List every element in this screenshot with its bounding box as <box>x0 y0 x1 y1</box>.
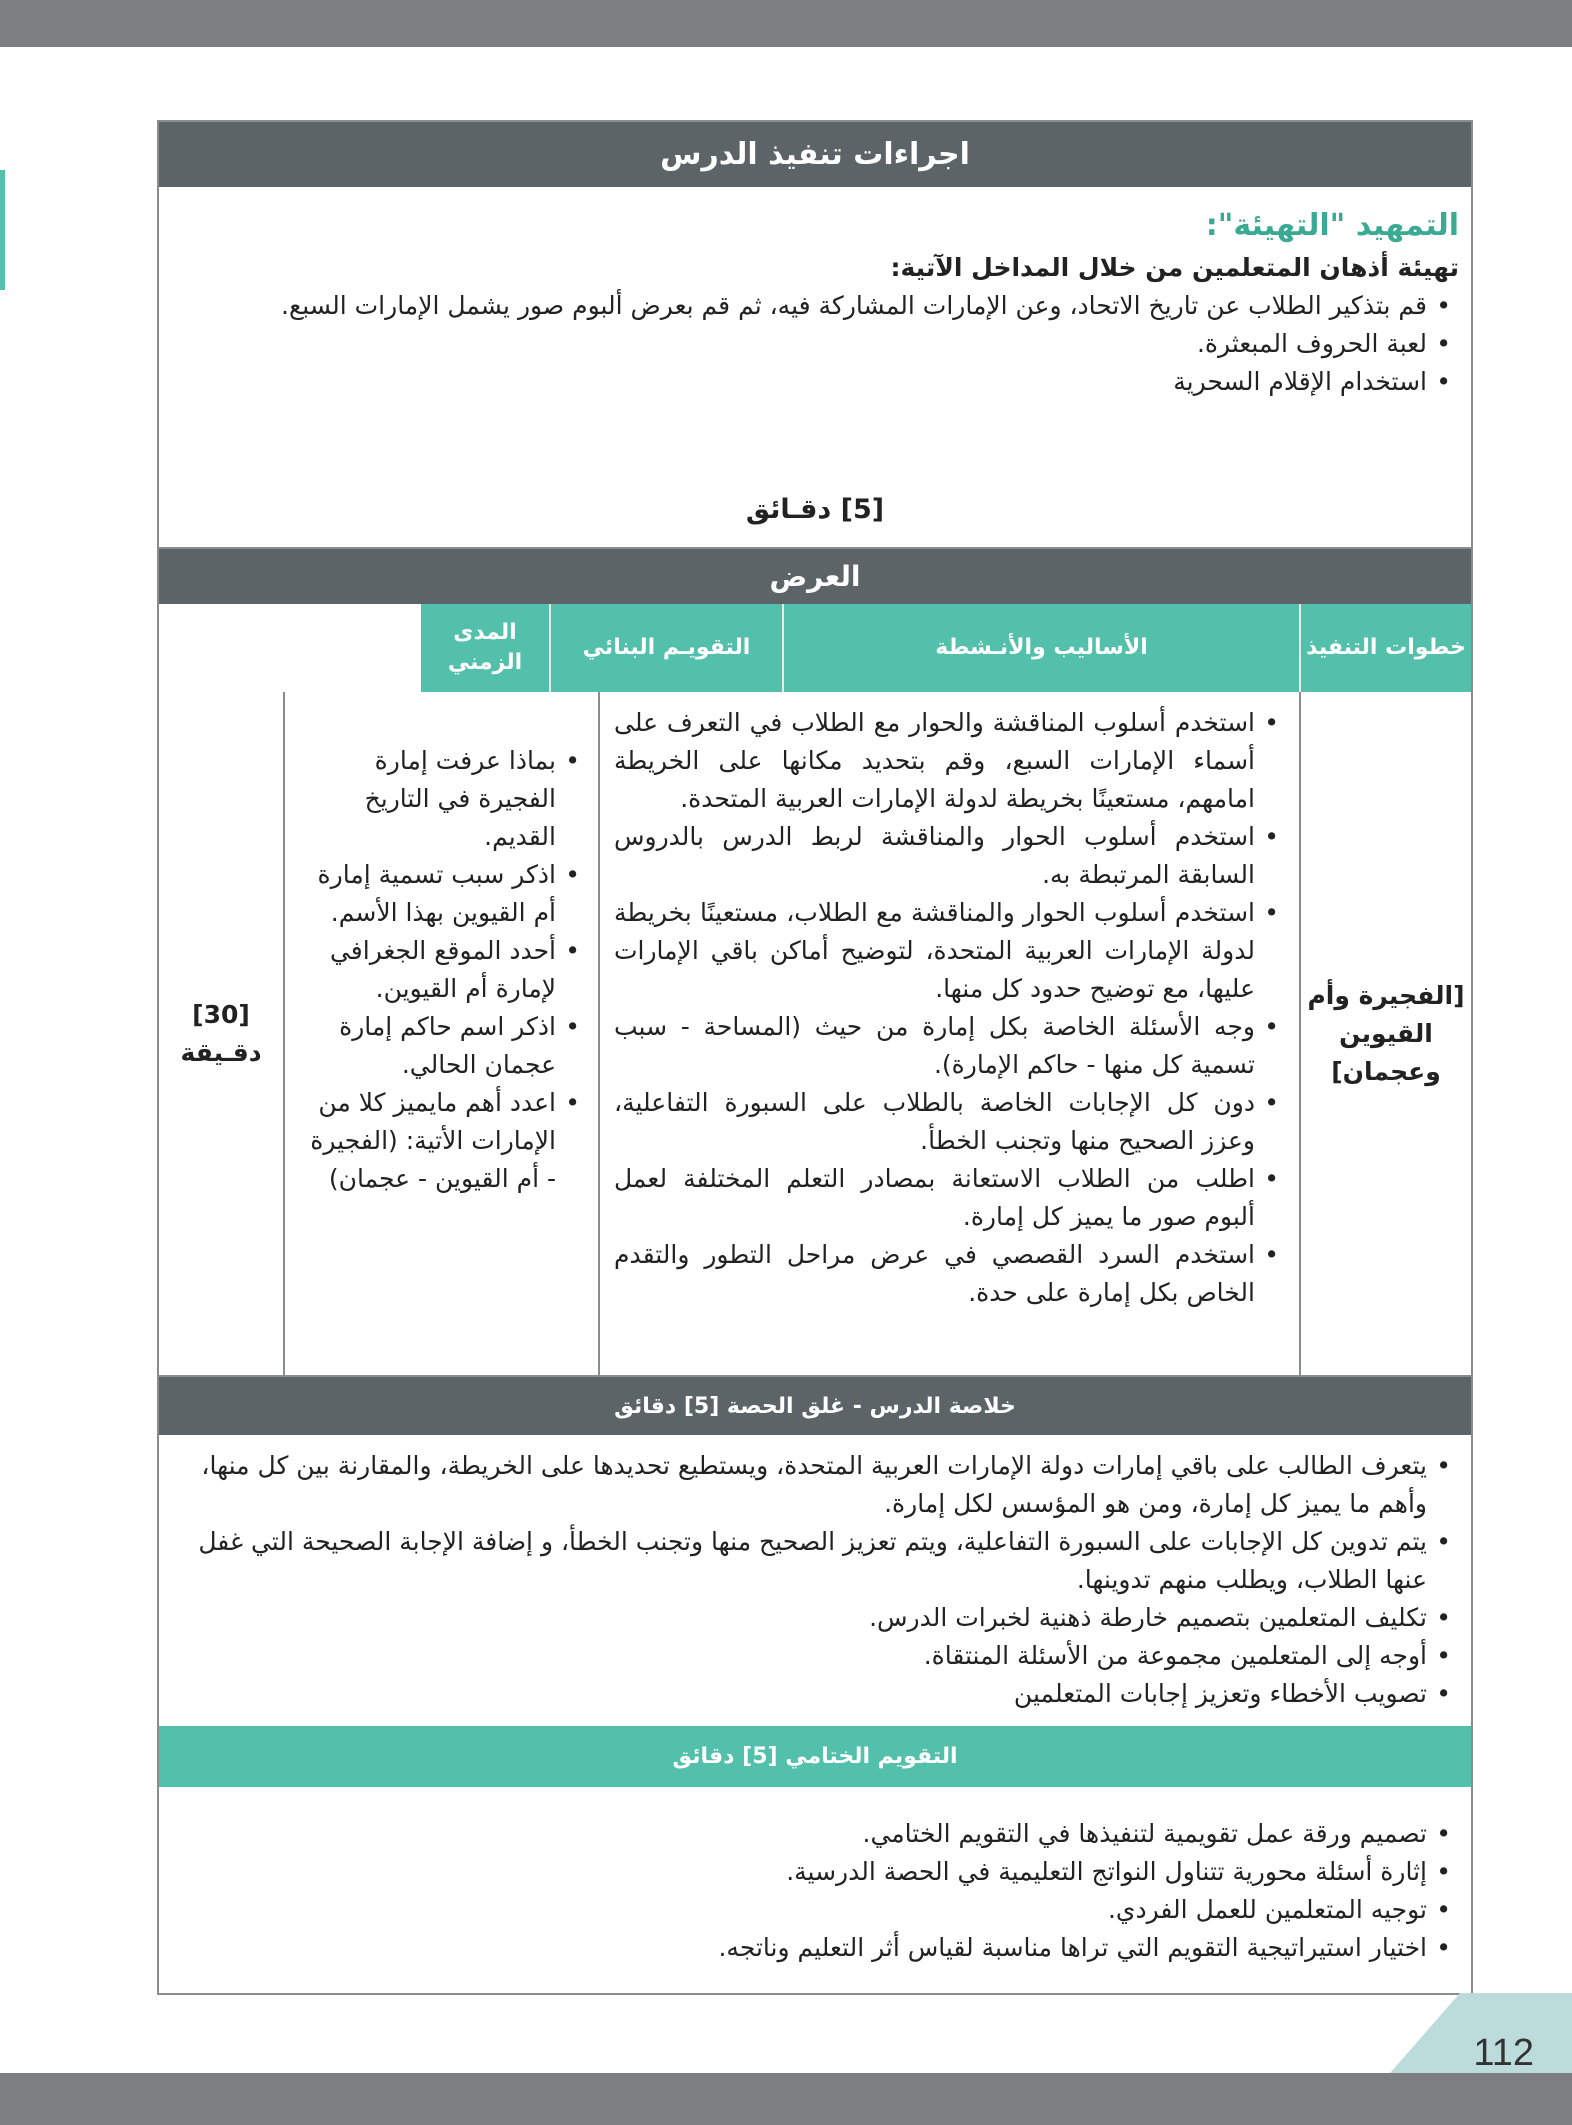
list-item: • يتم تدوين كل الإجابات على السبورة التفاعلية، ويتم تعزيز الصحيح منها وتجنب الخطأ، و إضافة الإجابة الصحيحة التي غفل عنها الطلاب، ويطلب منهم تدوينها. <box>171 1523 1459 1599</box>
list-item: • أحدد الموقع الجغرافي لإمارة أم القيوين. <box>297 932 588 1008</box>
intro-section <box>159 187 1471 547</box>
top-bar <box>0 0 1572 47</box>
list-item: • تصميم ورقة عمل تقويمية لتنفيذها في التقويم الختامي. <box>171 1815 1459 1853</box>
list-item: • استخدام الإقلام السحرية <box>171 363 1459 401</box>
list-item: • يتعرف الطالب على باقي إمارات دولة الإمارات العربية المتحدة، ويستطيع تحديدها على الخريطة، والمقارنة بين كل منها، وأهم ما يميز كل إمارة، ومن هو المؤسس لكل إمارة. <box>171 1447 1459 1523</box>
activities-cell <box>598 692 1299 1375</box>
page-number: 112 <box>1473 2032 1534 2074</box>
final-evaluation-section <box>159 1787 1471 1993</box>
presentation-title: العرض <box>159 547 1471 604</box>
list-item: • استخدم السرد القصصي في عرض مراحل التطور والتقدم الخاص بكل إمارة على حدة. <box>614 1236 1287 1312</box>
list-item: • اذكر اسم حاكم إمارة عجمان الحالي. <box>297 1008 588 1084</box>
list-item: • استخدم أسلوب الحوار والمناقشة لربط الدرس بالدروس السابقة المرتبطة به. <box>614 818 1287 894</box>
time-cell: [30] دقـيقة <box>180 999 262 1067</box>
step-cell: [الفجيرة وأم القيوين وعجمان] <box>1299 692 1471 1375</box>
presentation-header-row <box>159 604 1471 692</box>
side-marker <box>0 170 5 290</box>
presentation-body-row <box>159 692 1471 1375</box>
intro-duration: [5] دقـائق <box>745 494 885 525</box>
list-item: • أوجه إلى المتعلمين مجموعة من الأسئلة المنتقاة. <box>171 1637 1459 1675</box>
header-evaluation: التقويـم البنائي <box>549 604 782 692</box>
list-item: • اطلب من الطلاب الاستعانة بمصادر التعلم المختلفة لعمل ألبوم صور ما يميز كل إمارة. <box>614 1160 1287 1236</box>
list-item: • تصويب الأخطاء وتعزيز إجابات المتعلمين <box>171 1675 1459 1713</box>
list-item: • إثارة أسئلة محورية تتناول النواتج التعليمية في الحصة الدرسية. <box>171 1853 1459 1891</box>
list-item: • قم بتذكير الطلاب عن تاريخ الاتحاد، وعن الإمارات المشاركة فيه، ثم قم بعرض ألبوم صور يشمل الإمارات السبع. <box>171 287 1459 325</box>
header-steps: خطوات التنفيذ <box>1299 604 1471 692</box>
lesson-table <box>157 120 1473 1995</box>
summary-title: خلاصة الدرس - غلق الحصة [5] دقائق <box>159 1375 1471 1435</box>
list-item: • لعبة الحروف المبعثرة. <box>171 325 1459 363</box>
list-item: • بماذا عرفت إمارة الفجيرة في التاريخ القديم. <box>297 742 588 856</box>
list-item: • وجه الأسئلة الخاصة بكل إمارة من حيث (المساحة - سبب تسمية كل منها - حاكم الإمارة). <box>614 1008 1287 1084</box>
list-item: • استخدم أسلوب المناقشة والحوار مع الطلاب في التعرف على أسماء الإمارات السبع، وقم بتحديد مكانها على الخريطة امامهم، مستعينًا بخريطة لدولة الإمارات العربية المتحدة. <box>614 704 1287 818</box>
list-item: • استخدم أسلوب الحوار والمناقشة مع الطلاب، مستعينًا بخريطة لدولة الإمارات العربية المتحدة، لتوضيح أماكن باقي الإمارات عليها، مع توضيح حدود كل منها. <box>614 894 1287 1008</box>
evaluation-cell <box>283 692 598 1375</box>
list-item: • اذكر سبب تسمية إمارة أم القيوين بهذا الأسم. <box>297 856 588 932</box>
list-item: • توجيه المتعلمين للعمل الفردي. <box>171 1891 1459 1929</box>
list-item: • اعدد أهم مايميز كلا من الإمارات الأتية: (الفجيرة - أم القيوين - عجمان) <box>297 1084 588 1198</box>
intro-subheading: تهيئة أذهان المتعلمين من خلال المداخل الآتية: <box>890 253 1459 282</box>
intro-heading: التمهيد "التهيئة": <box>1205 208 1459 243</box>
list-item: • تكليف المتعلمين بتصميم خارطة ذهنية لخبرات الدرس. <box>171 1599 1459 1637</box>
bottom-bar <box>0 2073 1572 2125</box>
list-item: • دون كل الإجابات الخاصة بالطلاب على السبورة التفاعلية، وعزز الصحيح منها وتجنب الخطأ. <box>614 1084 1287 1160</box>
intro-list <box>171 287 1459 401</box>
header-time: المدى الزمني <box>421 604 549 692</box>
list-item: • اختيار استيراتيجية التقويم التي تراها مناسبة لقياس أثر التعليم وناتجه. <box>171 1929 1459 1967</box>
final-evaluation-title: التقويم الختامي [5] دقائق <box>159 1726 1471 1787</box>
header-activities: الأساليب والأنـشطة <box>782 604 1299 692</box>
summary-section <box>159 1435 1471 1726</box>
page-title: اجراءات تنفيذ الدرس <box>159 122 1471 187</box>
